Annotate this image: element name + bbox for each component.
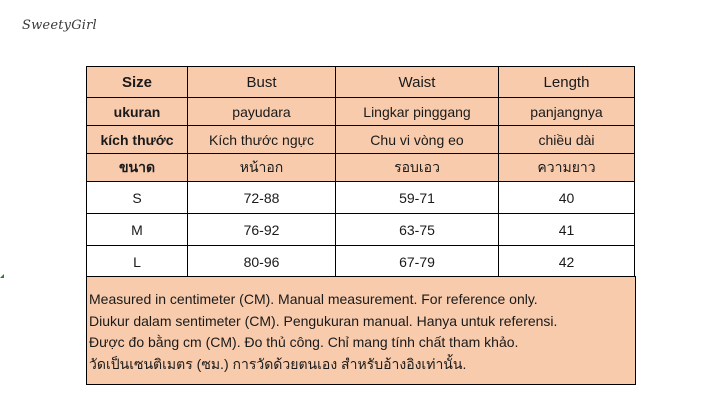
waist-cell: 67-79 — [336, 246, 499, 278]
translation-row-vietnamese — [87, 126, 635, 154]
label-length-th: ความยาว — [499, 154, 635, 182]
label-waist-id: Lingkar pinggang — [336, 98, 499, 126]
note-vietnamese: Được đo bằng cm (CM). Đo thủ công. Chỉ mang tính chất tham khảo. — [89, 334, 519, 350]
label-size-th: ขนาด — [87, 154, 188, 182]
note-indonesian: Diukur dalam sentimeter (CM). Pengukuran manual. Hanya untuk referensi. — [89, 312, 558, 329]
note-english: Measured in centimeter (CM). Manual measurement. For reference only. — [89, 291, 538, 307]
measurement-notes — [86, 276, 636, 385]
length-cell: 40 — [499, 182, 635, 214]
size-cell: L — [87, 246, 188, 278]
size-row-s — [87, 182, 635, 214]
note-thai: วัดเป็นเซนติเมตร (ซม.) การวัดด้วยตนเอง สำหรับอ้างอิงเท่านั้น. — [89, 355, 467, 372]
header-row — [87, 67, 635, 98]
size-row-m — [87, 214, 635, 246]
waist-cell: 63-75 — [336, 214, 499, 246]
header-length: Length — [499, 67, 635, 98]
size-cell: S — [87, 182, 188, 214]
brand-logo: SweetyGirl — [22, 18, 97, 33]
translation-row-thai — [87, 154, 635, 182]
label-waist-th: รอบเอว — [336, 154, 499, 182]
corner-mark — [0, 274, 4, 278]
bust-cell: 76-92 — [188, 214, 336, 246]
size-row-l — [87, 246, 635, 278]
translation-row-indonesian — [87, 98, 635, 126]
label-bust-th: หน้าอก — [188, 154, 336, 182]
waist-cell: 59-71 — [336, 182, 499, 214]
label-bust-vi: Kích thước ngực — [188, 126, 336, 154]
size-chart-table — [86, 66, 635, 278]
bust-cell: 80-96 — [188, 246, 336, 278]
header-bust: Bust — [188, 67, 336, 98]
label-size-vi: kích thước — [87, 126, 188, 154]
label-size-id: ukuran — [87, 98, 188, 126]
label-length-vi: chiều dài — [499, 126, 635, 154]
bust-cell: 72-88 — [188, 182, 336, 214]
label-bust-id: payudara — [188, 98, 336, 126]
header-waist: Waist — [336, 67, 499, 98]
label-waist-vi: Chu vi vòng eo — [336, 126, 499, 154]
length-cell: 42 — [499, 246, 635, 278]
label-length-id: panjangnya — [499, 98, 635, 126]
length-cell: 41 — [499, 214, 635, 246]
size-cell: M — [87, 214, 188, 246]
header-size: Size — [87, 67, 188, 98]
